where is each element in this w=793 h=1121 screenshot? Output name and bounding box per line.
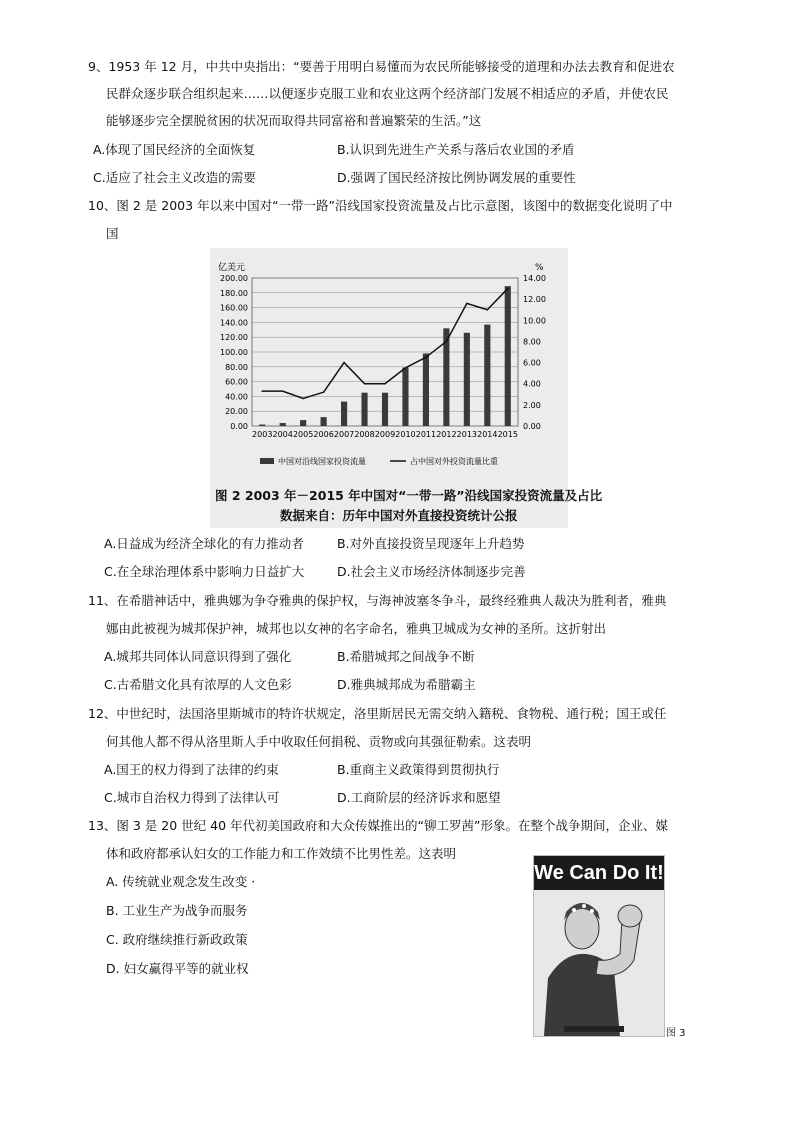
bar-2009 (382, 393, 388, 426)
x-tick-label: 2007 (333, 430, 355, 439)
q10-option-c[interactable]: C.在全球治理体系中影响力日益扩大 (104, 564, 305, 579)
bar-2004 (280, 423, 286, 426)
q12-stem-line-2: 何其他人都不得从洛里斯人手中收取任何捐税、贡物或向其强征勒索。这表明 (106, 734, 532, 749)
x-tick-label: 2004 (272, 430, 293, 439)
y2-tick-label: 0.00 (523, 422, 541, 431)
x-tick-label: 2005 (292, 430, 314, 439)
q13-option-d[interactable]: D. 妇女赢得平等的就业权 (106, 961, 249, 976)
figure-2-caption-1: 图 2 2003 年－2015 年中国对“一带一路”沿线国家投资流量及占比 (215, 488, 603, 503)
ratio-point-2015 (507, 288, 509, 290)
bar-2005 (300, 420, 306, 426)
y-tick-label: 140.00 (220, 318, 248, 328)
ratio-point-2011 (425, 356, 427, 358)
q13-stem-line-1: 13、图 3 是 20 世纪 40 年代初美国政府和大众传媒推出的“铆工罗茜”形象。在整个战争期间，企业、媒 (88, 818, 668, 833)
q10-option-d[interactable]: D.社会主义市场经济体制逐步完善 (337, 564, 526, 579)
q10-stem-line-2: 国 (106, 226, 119, 241)
q13-option-b[interactable]: B. 工业生产为战争而服务 (106, 903, 248, 918)
ratio-point-2009 (384, 383, 386, 385)
y2-tick-label: 8.00 (523, 337, 541, 347)
y-tick-label: 20.00 (225, 407, 248, 417)
ratio-point-2005 (302, 398, 304, 400)
x-tick-label: 2015 (497, 430, 518, 439)
bar-2007 (341, 402, 347, 426)
q12-option-b[interactable]: B.重商主义政策得到贯彻执行 (337, 762, 500, 777)
x-tick-label: 2012 (436, 430, 457, 439)
y-tick-label: 40.00 (225, 392, 248, 402)
x-tick-label: 2010 (395, 430, 416, 439)
y-axis-label: 亿美元 (218, 263, 246, 273)
q11-option-b[interactable]: B.希腊城邦之间战争不断 (337, 649, 475, 664)
q13-option-c[interactable]: C. 政府继续推行新政政策 (106, 932, 248, 947)
legend-bar-label: 中国对沿线国家投资流量 (278, 457, 366, 466)
y2-tick-label: 12.00 (523, 295, 546, 305)
ratio-point-2007 (343, 362, 345, 364)
figure-2-chart (210, 248, 603, 528)
y-tick-label: 160.00 (220, 303, 248, 313)
bar-2011 (423, 353, 429, 426)
rosie-illustration-icon (534, 890, 664, 1036)
bar-2008 (361, 393, 367, 426)
y-tick-label: 120.00 (220, 333, 248, 343)
q9-stem-line-2: 民群众逐步联合组织起来……以便逐步克服工业和农业这两个经济部门发展不相适应的矛盾，并使农民 (106, 86, 669, 101)
y-tick-label: 80.00 (225, 362, 248, 372)
figure-2-caption-2: 数据来自：历年中国对外直接投资统计公报 (280, 508, 518, 523)
q10-option-b[interactable]: B.对外直接投资呈现逐年上升趋势 (337, 536, 525, 551)
q11-option-d[interactable]: D.雅典城邦成为希腊霸主 (337, 677, 476, 692)
ratio-point-2014 (487, 309, 489, 311)
bar-2010 (402, 368, 408, 426)
q9-option-b[interactable]: B.认识到先进生产关系与落后农业国的矛盾 (337, 142, 575, 157)
legend-line-label: 占中国对外投资流量比重 (410, 457, 498, 466)
q12-option-c[interactable]: C.城市自治权力得到了法律认可 (104, 790, 280, 805)
q11-stem-line-1: 11、在希腊神话中，雅典娜为争夺雅典的保护权，与海神波塞冬争斗，最终经雅典人裁决为胜利者，雅典 (88, 593, 667, 608)
y2-axis-label: % (535, 263, 544, 273)
y-tick-label: 0.00 (230, 422, 248, 431)
x-tick-label: 2014 (477, 430, 498, 439)
bar-2014 (484, 325, 490, 426)
y2-tick-label: 6.00 (523, 358, 541, 368)
ratio-line (262, 289, 508, 399)
figure-3-label: 图 3 (666, 1028, 686, 1039)
q9-option-d[interactable]: D.强调了国民经济按比例协调发展的重要性 (337, 170, 576, 185)
ratio-point-2003 (261, 390, 263, 392)
y2-tick-label: 4.00 (523, 379, 541, 389)
y2-tick-label: 2.00 (523, 400, 541, 410)
y-tick-label: 180.00 (220, 288, 248, 298)
bar-2003 (259, 425, 265, 426)
figure-3-poster (533, 855, 665, 1037)
q10-option-a[interactable]: A.日益成为经济全球化的有力推动者 (104, 536, 304, 551)
q11-option-a[interactable]: A.城邦共同体认同意识得到了强化 (104, 649, 292, 664)
q12-option-d[interactable]: D.工商阶层的经济诉求和愿望 (337, 790, 501, 805)
q9-stem-line-1: 9、1953 年 12 月，中共中央指出：“要善于用明白易懂而为农民所能够接受的道理和办法去教育和促进农 (88, 59, 675, 74)
q9-option-c[interactable]: C.适应了社会主义改造的需要 (93, 170, 256, 185)
x-tick-label: 2006 (313, 430, 334, 439)
x-tick-label: 2011 (415, 430, 437, 439)
bar-2015 (505, 286, 511, 426)
bar-2006 (321, 417, 327, 426)
y-tick-label: 200.00 (220, 274, 248, 283)
q11-stem-line-2: 娜由此被视为城邦保护神，城邦也以女神的名字命名，雅典卫城成为女神的圣所。这折射出 (106, 621, 607, 636)
q13-stem-line-2: 体和政府都承认妇女的工作能力和工作效绩不比男性差。这表明 (106, 846, 457, 861)
y2-tick-label: 14.00 (523, 274, 546, 283)
q11-option-c[interactable]: C.古希腊文化具有浓厚的人文色彩 (104, 677, 292, 692)
ratio-point-2013 (466, 303, 468, 305)
ratio-point-2012 (446, 341, 448, 343)
bar-2013 (464, 333, 470, 426)
ratio-point-2008 (364, 383, 366, 385)
y-tick-label: 60.00 (225, 377, 248, 387)
q9-stem-line-3: 能够逐步完全摆脱贫困的状况而取得共同富裕和普遍繁荣的生活。”这 (106, 113, 482, 128)
q9-option-a[interactable]: A.体现了国民经济的全面恢复 (93, 142, 256, 157)
legend-bar-swatch (260, 458, 274, 464)
q10-stem-line-1: 10、图 2 是 2003 年以来中国对“一带一路”沿线国家投资流量及占比示意图，该图中的数据变化说明了中 (88, 198, 673, 213)
y2-tick-label: 10.00 (523, 316, 546, 326)
ratio-point-2006 (323, 391, 325, 393)
x-tick-label: 2009 (374, 430, 396, 439)
ratio-point-2004 (282, 390, 284, 392)
y-tick-label: 100.00 (220, 348, 248, 357)
x-tick-label: 2008 (354, 430, 375, 439)
x-tick-label: 2013 (456, 430, 478, 439)
q12-stem-line-1: 12、中世纪时，法国洛里斯城市的特许状规定，洛里斯居民无需交纳入籍税、食物税、通行税；国王或任 (88, 706, 667, 721)
x-tick-label: 2003 (252, 430, 273, 439)
poster-title: We Can Do It! (534, 856, 664, 890)
q12-option-a[interactable]: A.国王的权力得到了法律的约束 (104, 762, 279, 777)
q13-option-a[interactable]: A. 传统就业观念发生改变 · (106, 874, 256, 889)
ratio-point-2010 (405, 367, 407, 369)
